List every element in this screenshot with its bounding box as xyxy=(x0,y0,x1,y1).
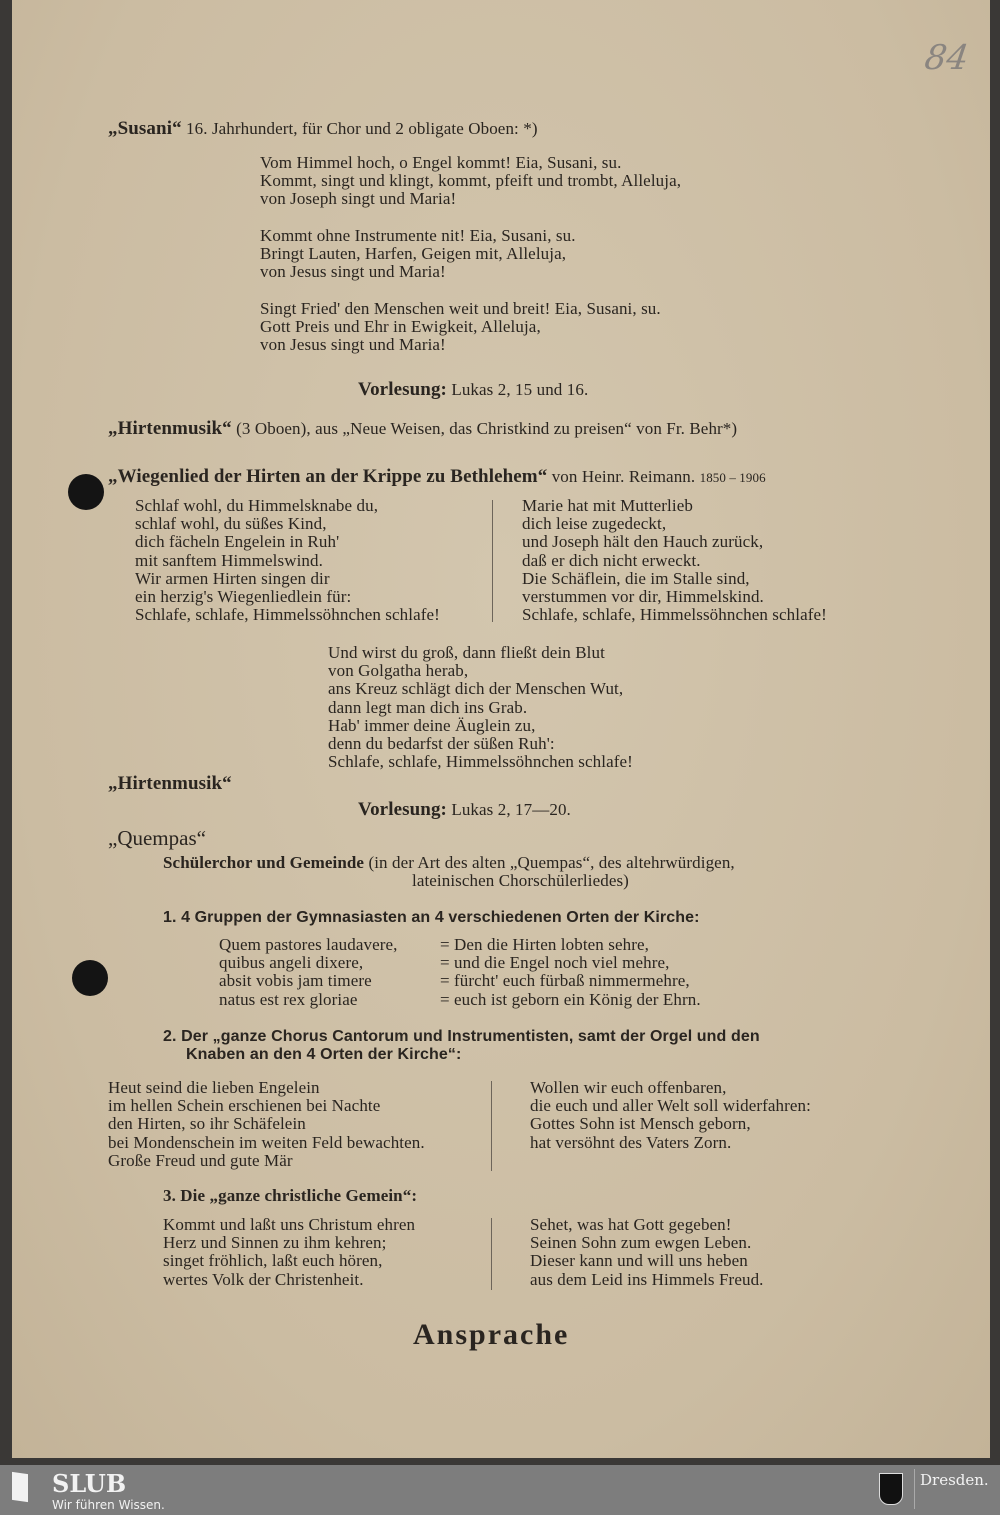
text-line: Vom Himmel hoch, o Engel kommt! Eia, Susani, su. xyxy=(260,153,622,172)
text-line: = und die Engel noch viel mehre, xyxy=(440,953,670,973)
part-3-right-column xyxy=(530,1216,764,1289)
text-line: von Golgatha herab, xyxy=(328,661,469,681)
hirtenmusik-title: „Hirtenmusik“ xyxy=(108,418,232,439)
text-line: dich leise zugedeckt, xyxy=(522,514,667,534)
text-line: dich fächeln Engelein in Ruh' xyxy=(135,532,340,552)
text-line: Schlaf wohl, du Himmelsknabe du, xyxy=(135,496,379,515)
wiegenlied-heading xyxy=(108,468,766,487)
text-line: von Jesus singt und Maria! xyxy=(260,335,446,355)
susani-stanza-3 xyxy=(260,300,661,355)
closing-heading: Ansprache xyxy=(413,1318,570,1351)
wiegenlied-left-column xyxy=(135,497,440,624)
reading-text: Lukas 2, 15 und 16. xyxy=(451,380,589,399)
susani-stanza-2 xyxy=(260,227,576,282)
text-line: Dieser kann und will uns heben xyxy=(530,1251,748,1271)
punch-hole xyxy=(72,960,108,996)
susani-heading xyxy=(108,120,538,138)
text-line: dann legt man dich ins Grab. xyxy=(328,697,528,717)
text-line: mit sanftem Himmelswind. xyxy=(135,550,323,570)
text-line: = fürcht' euch fürbaß nimmermehre, xyxy=(440,971,690,991)
part-3-heading: 3. Die „ganze christliche Gemein“: xyxy=(163,1186,418,1205)
susani-title: „Susani“ xyxy=(108,118,182,139)
text-line: singet fröhlich, laßt euch hören, xyxy=(163,1251,383,1271)
text-line: Und wirst du groß, dann fließt dein Blut xyxy=(328,643,605,662)
susani-subtitle: 16. Jahrhundert, für Chor und 2 obligate Oboen: *) xyxy=(186,119,538,138)
reading-label: Vorlesung: xyxy=(358,799,447,820)
reading-2 xyxy=(358,801,571,819)
hirtenmusik-text: (3 Oboen), aus „Neue Weisen, das Christkind zu preisen“ von Fr. Behr*) xyxy=(236,419,738,438)
slub-tagline: Wir führen Wissen. xyxy=(52,1498,165,1512)
column-divider xyxy=(491,1218,492,1290)
wiegenlied-center-stanza xyxy=(328,644,633,771)
text-line: hat versöhnt des Vaters Zorn. xyxy=(530,1132,732,1152)
text-line: Gottes Sohn ist Mensch geborn, xyxy=(530,1114,751,1134)
part-2-heading: 2. Der „ganze Chorus Cantorum und Instrumentisten, samt der Orgel und den xyxy=(163,1028,760,1045)
text-line: bei Mondenschein im weiten Feld bewachten. xyxy=(108,1132,425,1152)
reading-label: Vorlesung: xyxy=(358,379,447,400)
text-line: im hellen Schein erschienen bei Nachte xyxy=(108,1096,381,1116)
reading-1 xyxy=(358,381,588,399)
text-line: den Hirten, so ihr Schäfelein xyxy=(108,1114,306,1134)
text-line: Gott Preis und Ehr in Ewigkeit, Alleluja, xyxy=(260,317,541,337)
text-line: verstummen vor dir, Himmelskind. xyxy=(522,586,764,606)
text-line: Seinen Sohn zum ewgen Leben. xyxy=(530,1233,752,1253)
text-line: die euch und aller Welt soll widerfahren: xyxy=(530,1096,811,1116)
text-line: Kommt ohne Instrumente nit! Eia, Susani, su. xyxy=(260,226,576,245)
punch-hole xyxy=(68,474,104,510)
part-1-heading: 1. 4 Gruppen der Gymnasiasten an 4 verschiedenen Orten der Kirche: xyxy=(163,909,700,926)
text-line: Große Freud und gute Mär xyxy=(108,1150,293,1170)
quempas-performers: Schülerchor und Gemeinde xyxy=(163,853,365,872)
text-line: absit vobis jam timere xyxy=(219,971,372,991)
quempas-desc: (in der Art des alten „Quempas“, des altehrwürdigen, xyxy=(368,853,735,872)
handwritten-page-number: 84 xyxy=(922,38,972,78)
text-line: von Jesus singt und Maria! xyxy=(260,262,446,282)
part-2-right-column xyxy=(530,1079,811,1152)
reading-text: Lukas 2, 17—20. xyxy=(451,800,571,819)
part-3-left-column xyxy=(163,1216,415,1289)
wiegenlied-years: 1850 – 1906 xyxy=(699,470,766,485)
text-line: daß er dich nicht erweckt. xyxy=(522,550,701,570)
quempas-intro xyxy=(163,854,735,872)
susani-stanza-1 xyxy=(260,154,681,209)
dresden-coat-of-arms-icon xyxy=(879,1473,903,1505)
slub-brand[interactable]: SLUB xyxy=(52,1469,127,1498)
hirtenmusik-2: „Hirtenmusik“ xyxy=(108,773,232,794)
text-line: Schlafe, schlafe, Himmelssöhnchen schlafe! xyxy=(522,605,827,625)
text-line: Bringt Lauten, Harfen, Geigen mit, Alleluja, xyxy=(260,244,567,264)
text-line: Marie hat mit Mutterlieb xyxy=(522,496,693,515)
column-divider xyxy=(492,500,493,622)
text-line: Singt Fried' den Menschen weit und breit! Eia, Susani, su. xyxy=(260,299,661,318)
text-line: Schlafe, schlafe, Himmelssöhnchen schlafe! xyxy=(135,605,440,625)
footer-bar xyxy=(0,1465,1000,1515)
footer-divider xyxy=(914,1469,915,1509)
text-line: Herz und Sinnen zu ihm kehren; xyxy=(163,1233,387,1253)
wiegenlied-title: „Wiegenlied der Hirten an der Krippe zu Bethlehem“ xyxy=(108,466,548,487)
text-line: quibus angeli dixere, xyxy=(219,953,364,973)
text-line: von Joseph singt und Maria! xyxy=(260,189,457,209)
text-line: Quem pastores laudavere, xyxy=(219,935,398,954)
text-line: Schlafe, schlafe, Himmelssöhnchen schlafe! xyxy=(328,752,633,772)
part-2-left-column xyxy=(108,1079,425,1170)
text-line: und Joseph hält den Hauch zurück, xyxy=(522,532,764,552)
text-line: Heut seind die lieben Engelein xyxy=(108,1078,320,1097)
text-line: Wollen wir euch offenbaren, xyxy=(530,1078,727,1097)
text-line: Sehet, was hat Gott gegeben! xyxy=(530,1215,732,1234)
dresden-logo[interactable]: Dresden. xyxy=(920,1471,989,1489)
text-line: ans Kreuz schlägt dich der Menschen Wut, xyxy=(328,679,624,699)
text-line: Die Schäflein, die im Stalle sind, xyxy=(522,568,750,588)
text-line: ein herzig's Wiegenliedlein für: xyxy=(135,586,352,606)
text-line: = euch ist geborn ein König der Ehrn. xyxy=(440,989,701,1009)
german-translation xyxy=(440,936,701,1009)
wiegenlied-right-column xyxy=(522,497,827,624)
latin-text xyxy=(219,936,397,1009)
hirtenmusik-1 xyxy=(108,420,737,438)
slub-logo-icon xyxy=(12,1472,28,1502)
quempas-title: „Quempas“ xyxy=(108,826,206,850)
text-line: Kommt und laßt uns Christum ehren xyxy=(163,1215,416,1234)
text-line: schlaf wohl, du süßes Kind, xyxy=(135,514,327,534)
text-line: Wir armen Hirten singen dir xyxy=(135,568,330,588)
text-line: = Den die Hirten lobten sehre, xyxy=(440,935,649,954)
text-line: natus est rex gloriae xyxy=(219,989,358,1009)
text-line: denn du bedarfst der süßen Ruh': xyxy=(328,733,555,753)
text-line: wertes Volk der Christenheit. xyxy=(163,1269,364,1289)
column-divider xyxy=(491,1081,492,1171)
part-2-heading-2: Knaben an den 4 Orten der Kirche“: xyxy=(186,1046,462,1063)
text-line: aus dem Leid ins Himmels Freud. xyxy=(530,1269,764,1289)
wiegenlied-author: von Heinr. Reimann. xyxy=(551,467,696,486)
text-line: Kommt, singt und klingt, kommt, pfeift und trombt, Alleluja, xyxy=(260,171,682,191)
text-line: Hab' immer deine Äuglein zu, xyxy=(328,715,536,735)
quempas-desc-2: lateinischen Chorschülerliedes) xyxy=(412,871,629,890)
